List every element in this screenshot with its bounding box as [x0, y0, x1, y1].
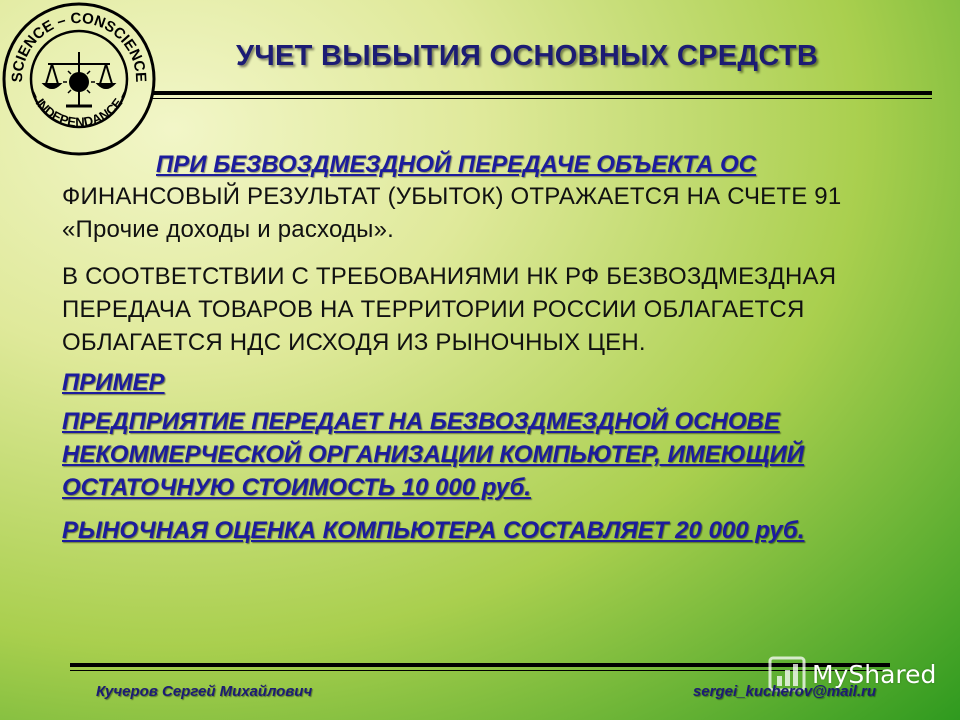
paragraph-tax-requirement: В СООТВЕТСТВИИ С ТРЕБОВАНИЯМИ НК РФ БЕЗВОЗДМЕЗДНАЯ ПЕРЕДАЧА ТОВАРОВ НА ТЕРРИТОРИИ РОССИИ ОБЛАГАЕТСЯ ОБЛАГАЕТСЯ НДС ИСХОДЯ ИЗ РЫНОЧНЫХ ЦЕН. — [62, 263, 837, 356]
title-divider-thin — [152, 98, 932, 99]
seal-bottom-text: – INDEPENDANCE – — [27, 87, 131, 130]
example-text-transfer: ПРЕДПРИЯТИЕ ПЕРЕДАЕТ НА БЕЗВОЗДМЕЗДНОЙ ОСНОВЕ НЕКОММЕРЧЕСКОЙ ОРГАНИЗАЦИИ КОМПЬЮТЕР, ИМЕЮЩИЙ ОСТАТОЧНУЮ СТОИМОСТЬ 10 000 руб. — [62, 408, 805, 501]
example-label: ПРИМЕР — [62, 369, 165, 396]
footer-author: Кучеров Сергей Михайлович — [96, 683, 313, 700]
page-title: УЧЕТ ВЫБЫТИЯ ОСНОВНЫХ СРЕДСТВ — [236, 40, 819, 72]
footer-email: sergei_kucherov@mail.ru — [692, 683, 876, 700]
seal-logo — [0, 0, 158, 158]
paragraph-financial-result: ФИНАНСОВЫЙ РЕЗУЛЬТАТ (УБЫТОК) ОТРАЖАЕТСЯ НА СЧЕТЕ 91 «Прочие доходы и расходы». — [62, 183, 842, 243]
section-subheading: ПРИ БЕЗВОЗДМЕЗДНОЙ ПЕРЕДАЧЕ ОБЪЕКТА ОС — [156, 151, 757, 178]
title-divider — [152, 91, 932, 95]
footer-divider — [70, 663, 890, 667]
watermark-text: MyShared — [812, 660, 937, 689]
example-text-market-value: РЫНОЧНАЯ ОЦЕНКА КОМПЬЮТЕРА СОСТАВЛЯЕТ 20 000 руб. — [62, 517, 805, 544]
footer-divider-thin — [70, 670, 890, 671]
seal-top-text: SCIENCE – CONSCIENCE — [8, 9, 150, 83]
slide-content — [62, 150, 922, 547]
